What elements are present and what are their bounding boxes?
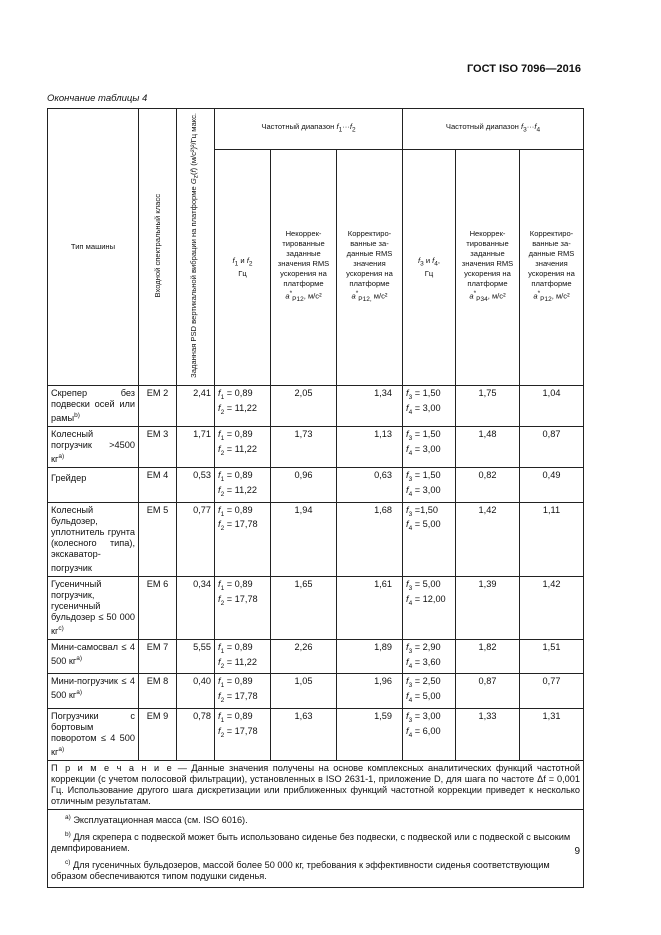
uncorrected-34-cell: 1,33 [456, 709, 520, 761]
freq-12-cell: $f_1 = 0,89$ $f_2 = 17,78$ [215, 709, 271, 761]
corrected-34-cell: 1,11 [520, 502, 584, 576]
uncorrected-12-cell: 1,94 [271, 502, 337, 576]
machine-type-cell: Гусеничный погрузчик, гусеничный бульдозер ≤ 50 000 $кг^{c)}$ [48, 576, 139, 639]
header-uncorrected-12: Некоррек-тированные заданные значения RMS ускорения на платформе $a^*_{P12}$, м/с² [271, 150, 337, 386]
corrected-12-cell: 1,59 [337, 709, 403, 761]
class-cell: EM 8 [139, 674, 177, 709]
table-row [48, 502, 584, 576]
header-corrected-34: Корректиро-ванные за-данные RMS значения ускорения на платформе $a^*_{P12}$, м/с² [520, 150, 584, 386]
table-row [48, 576, 584, 639]
table-row [48, 674, 584, 709]
uncorrected-34-cell: 1,75 [456, 385, 520, 426]
uncorrected-34-cell: 1,48 [456, 426, 520, 467]
header-machine-type: Тип машины [48, 109, 139, 386]
class-cell: EM 7 [139, 639, 177, 674]
class-cell: EM 2 [139, 385, 177, 426]
freq-34-cell: $f_3 =1,50$ $f_4 = 5,00$ [403, 502, 456, 576]
page-number: 9 [574, 846, 580, 857]
freq-12-cell: $f_1 = 0,89$ $f_2 = 11,22$ [215, 639, 271, 674]
header-f3-f4: $f_3$ и $f_4$, Гц [403, 150, 456, 386]
machine-type-cell: Колесный бульдозер, уплотнитель грунта (колесного типа), экскаватор-погрузчик [48, 502, 139, 576]
freq-12-cell: $f_1 = 0,89$ $f_2 = 11,22$ [215, 468, 271, 503]
uncorrected-12-cell: 1,65 [271, 576, 337, 639]
footnote: $^{b)}$ Для скрепера с подвеской может быть использовано сиденье без подвески, с подвеской или с подвеской с высоким демпфированием. [51, 831, 571, 854]
freq-34-cell: $f_3 = 3,00$ $f_4 = 6,00$ [403, 709, 456, 761]
psd-cell: 0,40 [177, 674, 215, 709]
corrected-12-cell: 1,96 [337, 674, 403, 709]
vibration-table [47, 108, 584, 888]
uncorrected-12-cell: 0,96 [271, 468, 337, 503]
corrected-34-cell: 1,42 [520, 576, 584, 639]
freq-12-cell: $f_1 = 0,89$ $f_2 = 17,78$ [215, 674, 271, 709]
psd-cell: 2,41 [177, 385, 215, 426]
header-psd: Заданная PSD вертикальной вибрации на платформе $G_z(f)$ (м/с²)²/Гц макс. [189, 113, 200, 378]
uncorrected-34-cell: 0,87 [456, 674, 520, 709]
freq-34-cell: $f_3 = 2,50$ $f_4 = 5,00$ [403, 674, 456, 709]
machine-type-cell: Мини-самосвал ≤ 4 500 $кг^{a)}$ [48, 639, 139, 674]
table-row [48, 468, 584, 503]
corrected-12-cell: 1,68 [337, 502, 403, 576]
standard-header: ГОСТ ISO 7096—2016 [466, 63, 581, 75]
corrected-34-cell: 1,31 [520, 709, 584, 761]
freq-34-cell: $f_3 = 2,90$ $f_4 = 3,60$ [403, 639, 456, 674]
table-note: П р и м е ч а н и е — Данные значения получены на основе комплексных аналитических функций частотной коррекции (с учетом полосовой фильтрации), установленных в ISO 2631-1, приложение D, для шага по частоте Δf = 0,001 Гц. Использование другого шага дискретизации или приближенных функций частотной коррекции приведет к несколько отличным результатам. [48, 761, 584, 810]
corrected-34-cell: 0,77 [520, 674, 584, 709]
corrected-34-cell: 1,51 [520, 639, 584, 674]
machine-type-cell: Мини-погрузчик ≤ 4 500 $кг^{a)}$ [48, 674, 139, 709]
corrected-12-cell: 1,61 [337, 576, 403, 639]
psd-cell: 0,34 [177, 576, 215, 639]
footnote: $^{c)}$ Для гусеничных бульдозеров, массой более 50 000 кг, требования к эффективности сиденья соответствующим образом обеспечиваются типом подушки сиденья. [51, 859, 550, 882]
uncorrected-12-cell: 1,73 [271, 426, 337, 467]
corrected-12-cell: 0,63 [337, 468, 403, 503]
corrected-12-cell: 1,13 [337, 426, 403, 467]
table-footnotes [48, 810, 584, 888]
machine-type-cell: Погрузчики с бортовым поворотом ≤ 4 500 $кг^{a)}$ [48, 709, 139, 761]
machine-type-cell: Скрепер без подвески осей или рамы$^{b)}$ [48, 385, 139, 426]
machine-type-cell: Колесный погрузчик >4500 $кг^{a)}$ [48, 426, 139, 467]
psd-cell: 5,55 [177, 639, 215, 674]
freq-34-cell: $f_3 = 1,50$ $f_4 = 3,00$ [403, 426, 456, 467]
header-f1-f2: $f_1$ и $f_2$ Гц [215, 150, 271, 386]
freq-12-cell: $f_1 = 0,89$ $f_2 = 11,22$ [215, 426, 271, 467]
table-row [48, 385, 584, 426]
corrected-12-cell: 1,89 [337, 639, 403, 674]
table-row [48, 426, 584, 467]
header-range-3-4: Частотный диапазон $f_3\cdot\cdot\cdot f_4$ [403, 109, 584, 150]
uncorrected-12-cell: 1,63 [271, 709, 337, 761]
corrected-34-cell: 1,04 [520, 385, 584, 426]
table-row [48, 709, 584, 761]
uncorrected-12-cell: 1,05 [271, 674, 337, 709]
uncorrected-34-cell: 1,42 [456, 502, 520, 576]
header-corrected-12: Корректиро-ванные за-данные RMS значения ускорения на платформе $a^*_{P12,}$ м/с² [337, 150, 403, 386]
footnote: $^{a)}$ Эксплуатационная масса (см. ISO 6016). [65, 814, 248, 826]
class-cell: EM 3 [139, 426, 177, 467]
freq-12-cell: $f_1 = 0,89$ $f_2 = 17,78$ [215, 576, 271, 639]
corrected-34-cell: 0,49 [520, 468, 584, 503]
freq-12-cell: $f_1 = 0,89$ $f_2 = 17,78$ [215, 502, 271, 576]
psd-cell: 0,77 [177, 502, 215, 576]
freq-34-cell: $f_3 = 5,00$ $f_4 = 12,00$ [403, 576, 456, 639]
psd-cell: 1,71 [177, 426, 215, 467]
table-row [48, 639, 584, 674]
uncorrected-12-cell: 2,05 [271, 385, 337, 426]
psd-cell: 0,53 [177, 468, 215, 503]
corrected-12-cell: 1,34 [337, 385, 403, 426]
class-cell: EM 5 [139, 502, 177, 576]
psd-cell: 0,78 [177, 709, 215, 761]
corrected-34-cell: 0,87 [520, 426, 584, 467]
freq-34-cell: $f_3 = 1,50$ $f_4 = 3,00$ [403, 385, 456, 426]
uncorrected-12-cell: 2,26 [271, 639, 337, 674]
uncorrected-34-cell: 1,82 [456, 639, 520, 674]
class-cell: EM 6 [139, 576, 177, 639]
class-cell: EM 4 [139, 468, 177, 503]
class-cell: EM 9 [139, 709, 177, 761]
header-range-1-2: Частотный диапазон $f_1\cdot\cdot\cdot f_2$ [215, 109, 403, 150]
freq-12-cell: $f_1 = 0,89$ $f_2 = 11,22$ [215, 385, 271, 426]
header-input-class: Входной спектральный класс [152, 193, 162, 298]
freq-34-cell: $f_3 = 1,50$ $f_4 = 3,00$ [403, 468, 456, 503]
header-uncorrected-34: Некоррек-тированные заданные значения RMS ускорения на платформе $a^*_{P34}$, м/с² [456, 150, 520, 386]
machine-type-cell: Грейдер [48, 468, 139, 503]
uncorrected-34-cell: 0,82 [456, 468, 520, 503]
table-caption: Окончание таблицы 4 [47, 93, 148, 104]
uncorrected-34-cell: 1,39 [456, 576, 520, 639]
